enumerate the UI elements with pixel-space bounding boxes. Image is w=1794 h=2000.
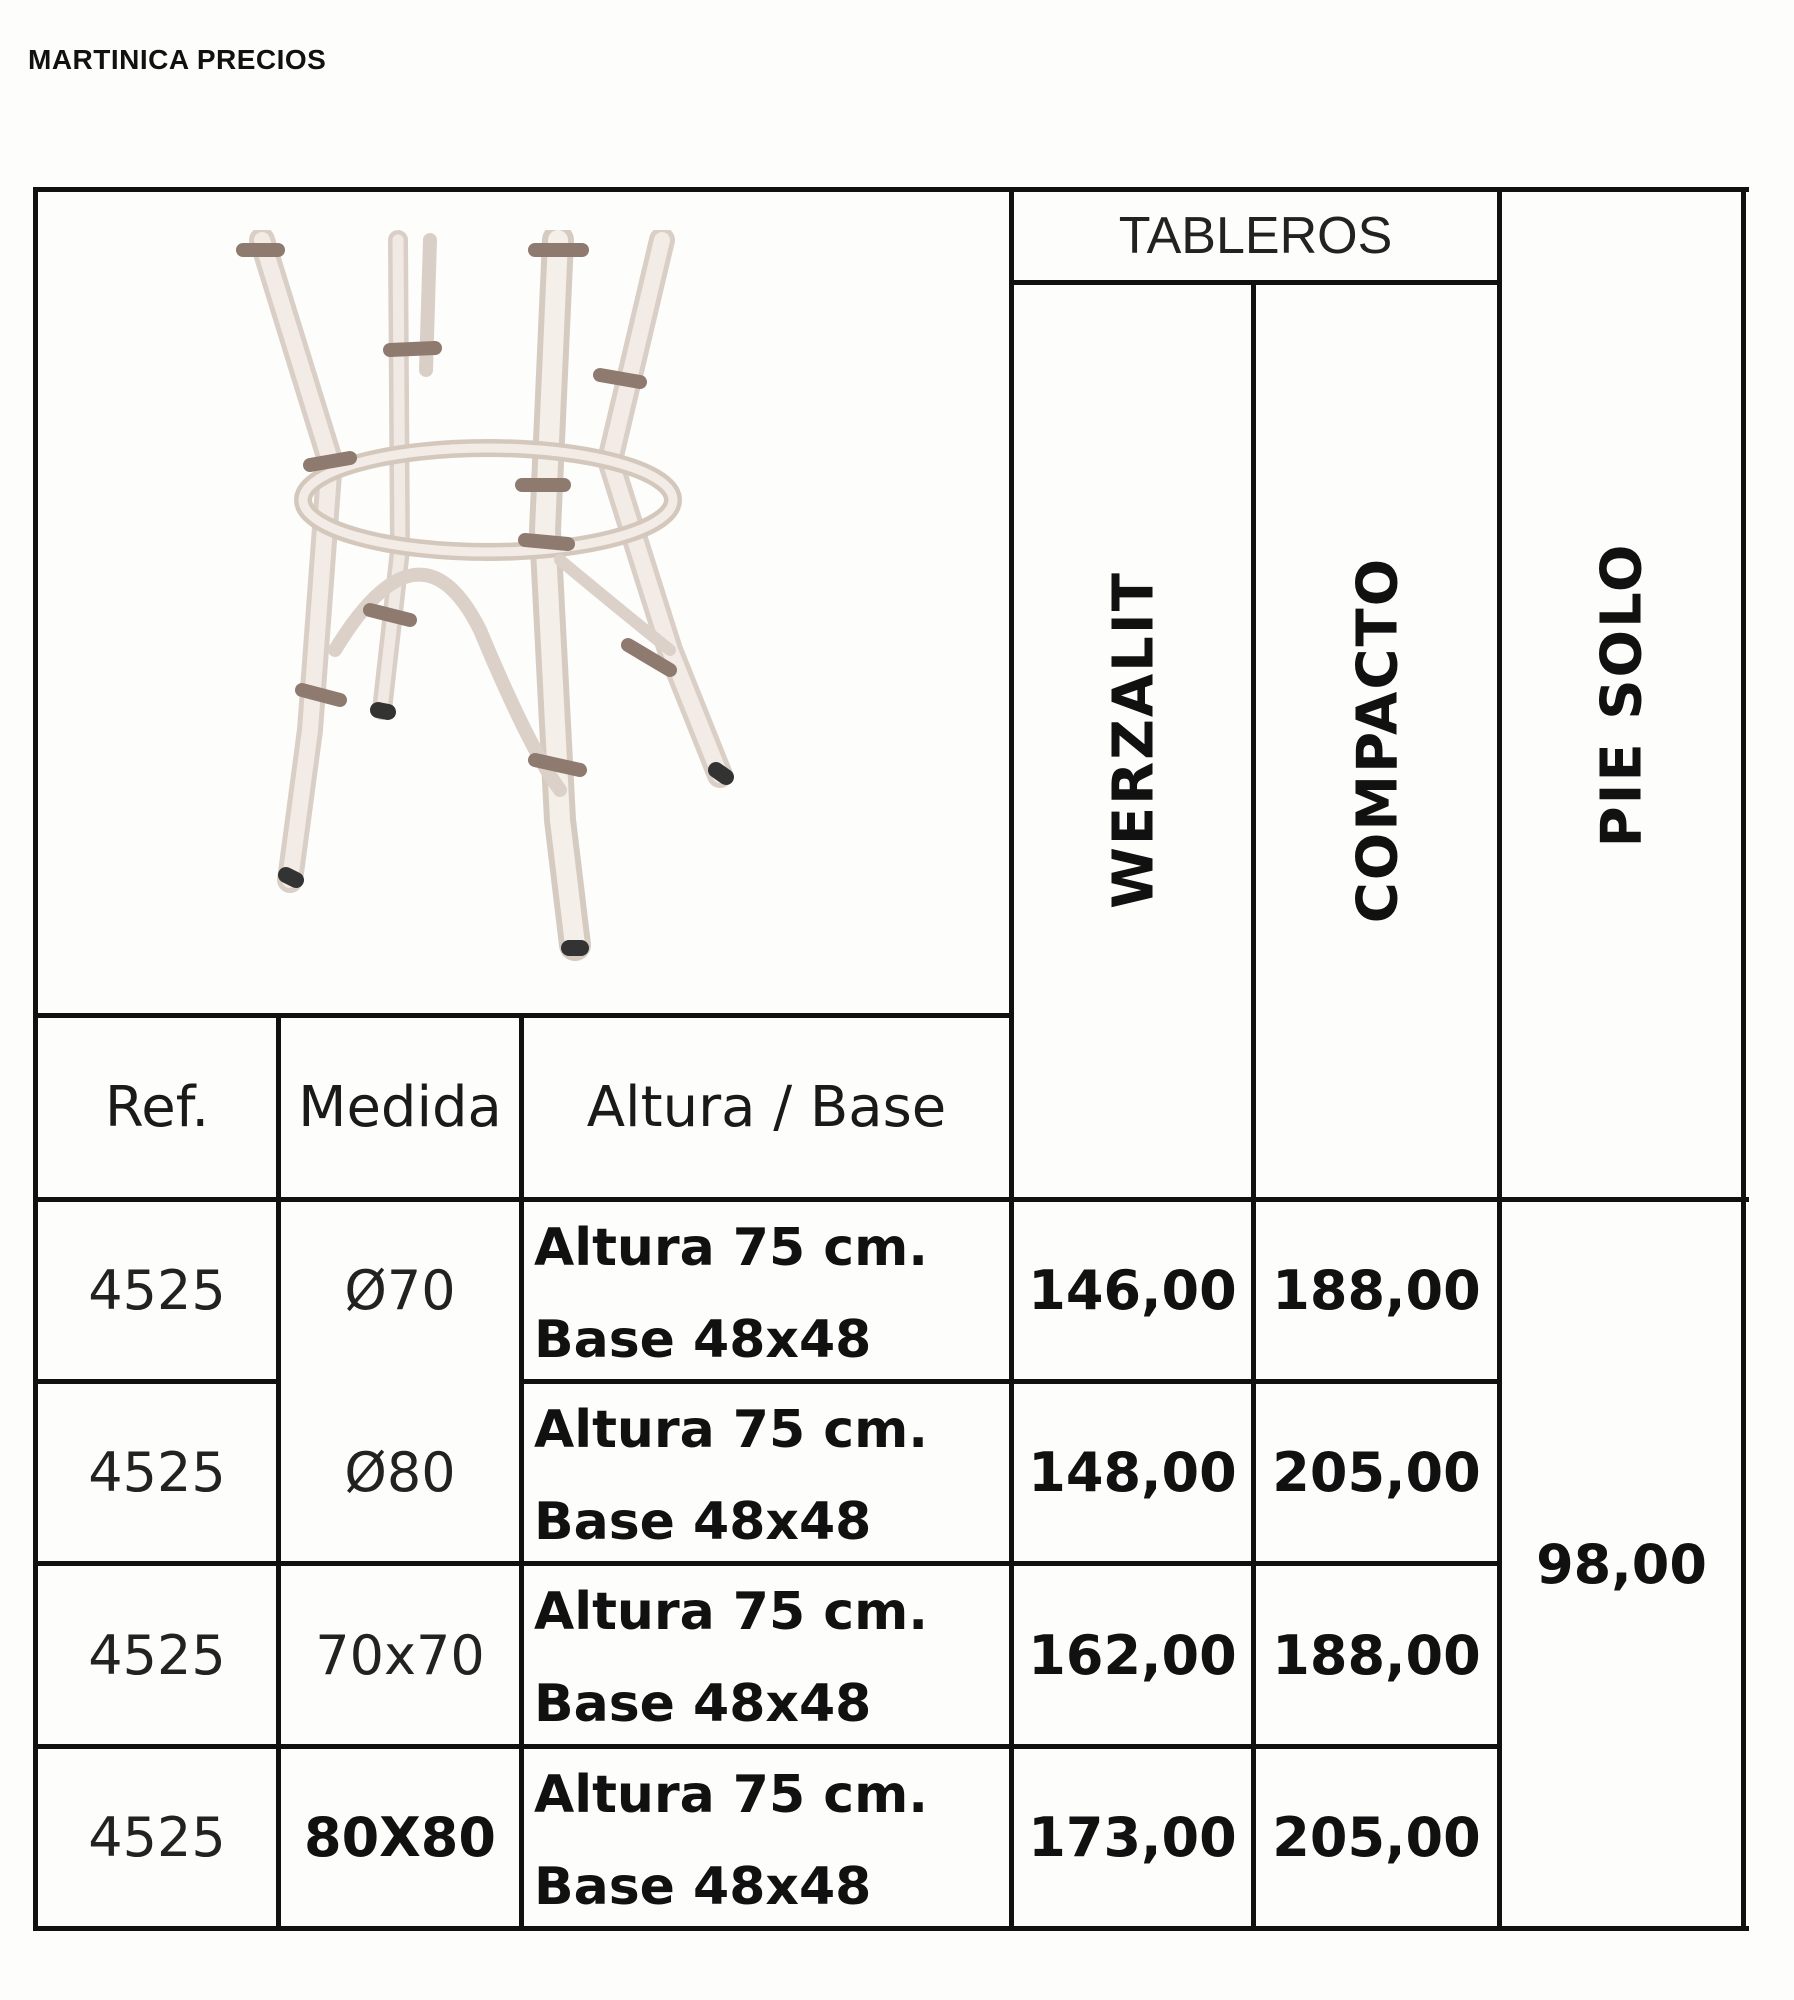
- row-3-altura: Altura 75 cm.: [534, 1582, 929, 1642]
- row-2-altura: Altura 75 cm.: [534, 1400, 929, 1460]
- row-2-ref: 4525: [88, 1441, 226, 1504]
- row-3-medida: 70x70: [315, 1623, 485, 1687]
- row-1-compacto-price: 188,00: [1272, 1259, 1481, 1322]
- row-2-altura-base: [524, 1384, 1009, 1561]
- row-3-compacto-price: 188,00: [1272, 1623, 1481, 1687]
- header-tableros: TABLEROS: [1118, 207, 1393, 265]
- row-4-ref: 4525: [88, 1806, 226, 1869]
- table-border-bottom: [33, 1926, 1749, 1931]
- header-pie-solo: PIE SOLO: [1589, 542, 1655, 848]
- row-2-medida: Ø80: [344, 1441, 456, 1504]
- row-3-werzalit-price: 162,00: [1028, 1623, 1237, 1687]
- row-3-ref: 4525: [88, 1623, 226, 1687]
- row-4-werzalit-price: 173,00: [1028, 1806, 1237, 1869]
- row-2-compacto-price: 205,00: [1272, 1441, 1481, 1504]
- row-1-altura: Altura 75 cm.: [534, 1218, 929, 1278]
- header-compacto: COMPACTO: [1345, 556, 1411, 924]
- row-3-base: Base 48x48: [534, 1674, 872, 1734]
- row-4-base: Base 48x48: [534, 1857, 872, 1917]
- document-title: MARTINICA PRECIOS: [28, 44, 327, 75]
- row-2-werzalit-price: 148,00: [1028, 1441, 1237, 1504]
- row-4-altura-base: [524, 1749, 1009, 1926]
- row-4-altura: Altura 75 cm.: [534, 1765, 929, 1825]
- row-1-ref: 4525: [88, 1259, 226, 1322]
- header-ref: Ref.: [104, 1075, 210, 1140]
- row-1-base: Base 48x48: [534, 1310, 872, 1370]
- row-3-altura-base: [524, 1566, 1009, 1744]
- row-1-medida: Ø70: [344, 1259, 456, 1322]
- table-border-right: [1741, 187, 1746, 1931]
- row-4-medida: 80X80: [304, 1806, 496, 1869]
- product-image: [150, 230, 770, 970]
- row-1-werzalit-price: 146,00: [1028, 1259, 1237, 1322]
- row-4-compacto-price: 205,00: [1272, 1806, 1481, 1869]
- header-werzalit: WERZALIT: [1101, 571, 1167, 909]
- header-medida: Medida: [298, 1075, 502, 1140]
- row-2-base: Base 48x48: [534, 1492, 872, 1552]
- row-1-altura-base: [524, 1202, 1009, 1379]
- rattan-table-base-illustration: [243, 240, 726, 948]
- pie-solo-price: 98,00: [1536, 1532, 1707, 1596]
- header-altura-base: Altura / Base: [586, 1075, 947, 1140]
